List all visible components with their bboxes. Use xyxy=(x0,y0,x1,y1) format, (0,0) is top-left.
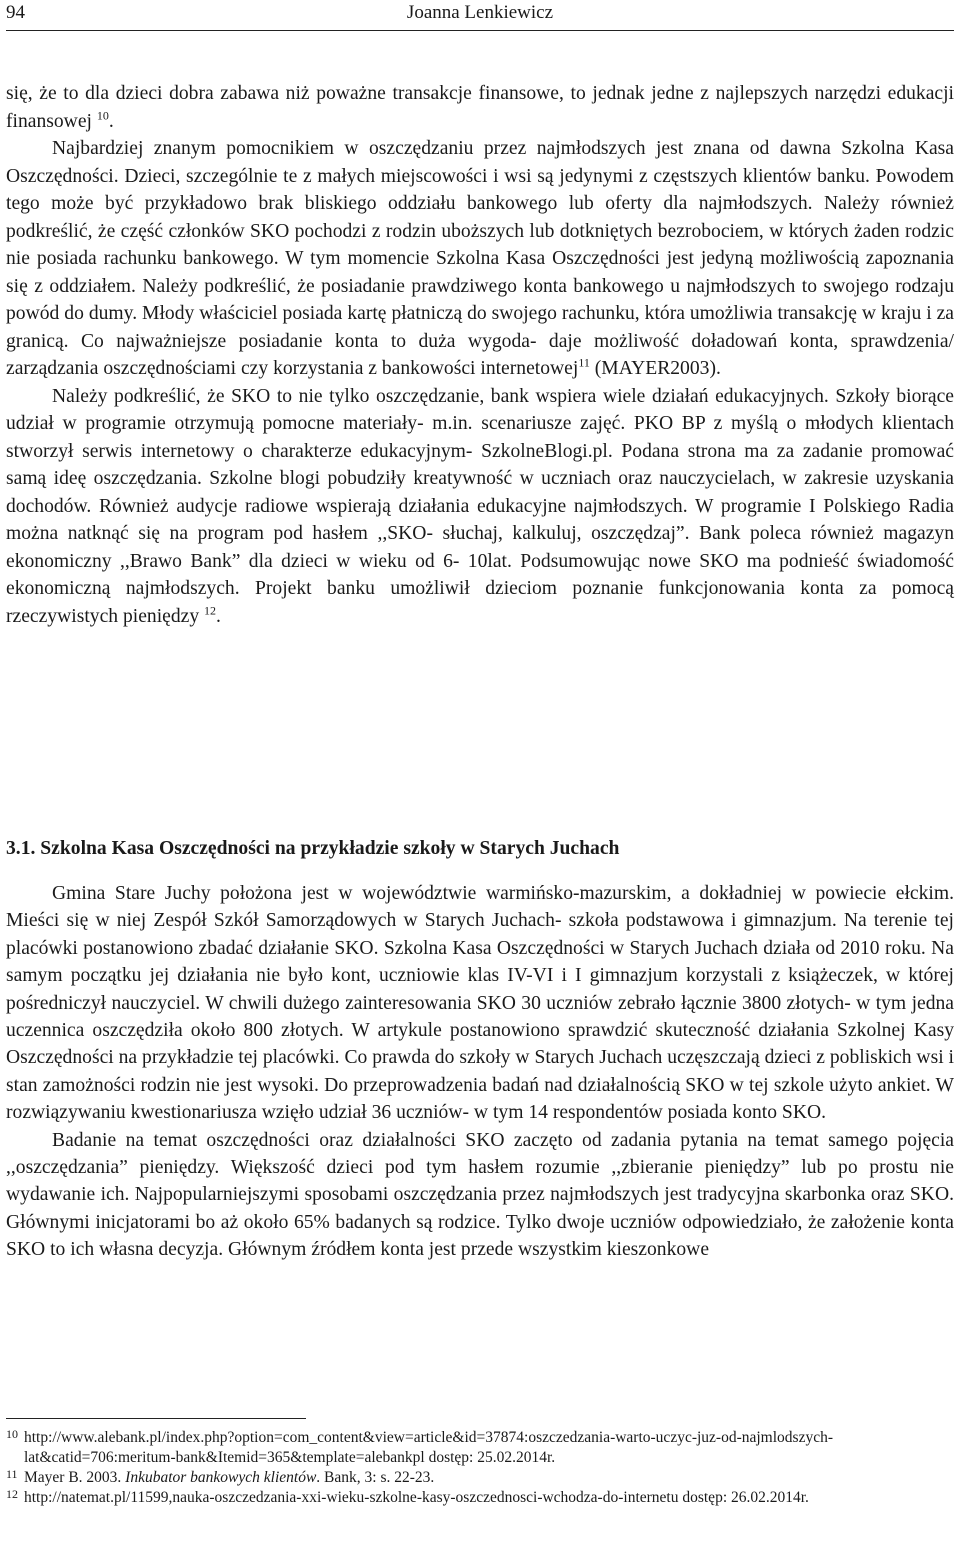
paragraph-text: Najbardziej znanym pomocnikiem w oszczędzaniu przez najmłodszych jest znana od dawna Szkolna Kasa Oszczędności. Dzieci, szczególnie te z małych miejscowości i wsi są jedynymi z częstszych klientów banku. Powodem tego może być przykładowo brak bliskiego oddziału bankowego lub oferty dla najmłodszych. Należy również podkreślić, że część członków SKO pochodzi z rodzin uboższych lub dotkniętych bezrobociem, w których żaden rodzic nie posiada rachunku bankowego. W tym momencie Szkolna Kasa Oszczędności jest jedyną możliwością zapoznania się z oddziałem. Należy podkreślić, że posiadanie prawdziwego konta bankowego u najmłodszych to swojego rodzaju powód do dumy. Młody właściciel posiada kartę płatniczą do swojego rachunku, która umożliwia transakcję w kraju i za granicą. Co najważniejsze posiadanie konta to duża wygoda- daje możliwość doładowań konta, sprawdzenia/ zarządzania oszczędnościami czy korzystania z bankowości internetowej xyxy=(6,138,954,379)
page-header xyxy=(6,0,954,31)
footnote-ref-12[interactable]: 12 xyxy=(204,602,217,617)
footnote-ref-11[interactable]: 11 xyxy=(578,355,590,370)
paragraph: Badanie na temat oszczędności oraz działalności SKO zaczęto od zadania pytania na temat samego pojęcia ,,oszczędzania” pieniędzy. Większość dzieci pod tym hasłem rozumie ,,zbieranie pieniędzy” lub po prostu nie wydawanie ich. Najpopularniejszymi sposobami oszczędzania przez najmłodszych jest tradycyjna skarbonka oraz SKO. Głównymi inicjatorami bo aż około 65% badanych są rodzice. Tylko dwoje uczniów odpowiedziało, że założenie konta SKO to ich własna decyzja. Głównym źródłem konta jest przede wszystkim kieszonkowe xyxy=(6,1129,954,1261)
section-heading: 3.1. Szkolna Kasa Oszczędności na przykładzie szkoły w Starych Juchach xyxy=(6,838,620,859)
footnote-cited-title: Inkubator bankowych klientów xyxy=(125,1469,317,1486)
footnote-link[interactable]: http://www.alebank.pl/index.php?option=com_content&view=article&id=37874:oszczedzania-warto-uczyc-juz-od-najmlodszych-lat&catid=706:meritum-bank&Itemid=365&template=alebankpl dostęp: 25.02.2014r. xyxy=(24,1429,833,1466)
paragraph xyxy=(6,80,954,135)
paragraph-text: . xyxy=(216,605,221,627)
footnotes xyxy=(6,1428,954,1508)
footnote-number: 10 xyxy=(6,1427,18,1441)
running-title: Joanna Lenkiewicz xyxy=(406,2,554,23)
page-number: 94 xyxy=(6,2,25,23)
footnote-11 xyxy=(6,1468,954,1488)
paragraph-text: (MAYER2003). xyxy=(589,358,721,379)
footnote-divider xyxy=(6,1418,306,1419)
paragraph xyxy=(6,383,954,631)
footnote-text: . Bank, 3: s. 22-23. xyxy=(316,1469,435,1486)
footnote-ref-10[interactable]: 10 xyxy=(96,107,109,122)
paragraph-text: się, że to dla dzieci dobra zabawa niż poważne transakcje finansowe, to jednak jedne z najlepszych narzędzi edukacji finansowej xyxy=(6,83,954,132)
main-text xyxy=(6,80,954,630)
paragraph: Gmina Stare Juchy położona jest w województwie warmińsko-mazurskim, a dokładniej w powiecie ełckim. Mieści się w niej Zespół Szkół Samorządowych w Starych Juchach- szkoła podstawowa i gimnazjum. Na terenie tej placówki postanowiono zbadać działanie SKO. Szkolna Kasa Oszczędności w Starych Juchach działa od 2010 roku. Na samym początku jej działania nie było kont, uczniowie klas IV-VI i I gimnazjum korzystali z książeczek, w której pośredniczył nauczyciel. W chwili dużego zainteresowania SKO 30 uczniów zebrało łącznie 3800 złotych- w tym jedna uczennica oszczędziła około 800 złotych. W artykule postanowiono sprawdzić skuteczność działania Szkolnej Kasy Oszczędności na przykładzie tej placówki. Co prawda do szkoły w Starych Juchach uczęszczają dzieci z pobliskich wsi i stan zamożności rodzin nie jest wysoki. Do przeprowadzenia badań nad działalnością SKO w tej szkole użyto ankiet. W rozwiązywaniu kwestionariusza wzięło udział 36 uczniów- w tym 14 respondentów posiada konto SKO. xyxy=(6,883,954,1124)
footnote-text: Mayer B. 2003. xyxy=(24,1469,126,1486)
footnote-number: 12 xyxy=(6,1487,18,1501)
footnote-12 xyxy=(6,1488,954,1508)
paragraph xyxy=(6,135,954,383)
footnote-10 xyxy=(6,1428,954,1468)
paragraph-text: Należy podkreślić, że SKO to nie tylko oszczędzanie, bank wspiera wiele działań edukacyjnych. Szkoły biorące udział w programie otrzymują pomocne materiały- m.in. scenariusze zajęć. PKO BP z myślą o młodych klientach stworzył serwis internetowy o charakterze edukacyjnym- SzkolneBlogi.pl. Podana strona ma za zadanie promować samą ideę oszczędzania. Szkolne blogi pobudziły kreatywność w uczniach oraz nauczycielach, w zakresie uzyskania dochodów. Również audycje radiowe wspierają działania edukacyjne najmłodszych. W programie I Polskiego Radia można natknąć się na program pod hasłem ,,SKO- słuchaj, kalkuluj, oszczędzaj”. Bank poleca również magazyn ekonomiczny ,,Brawo Bank” dla dzieci w wieku od 6- 10lat. Podsumowując nowe SKO ma podnieść świadomość ekonomiczną najmłodszych. Projekt banku umożliwił dzieciom poznanie funkcjonowania konta za pomocą rzeczywistych pieniędzy xyxy=(6,385,954,627)
footnote-number: 11 xyxy=(6,1467,18,1481)
footnote-link[interactable]: http://natemat.pl/11599,nauka-oszczedzania-xxi-wieku-szkolne-kasy-oszczednosci-wchodza-do-internetu dostęp: 26.02.2014r. xyxy=(24,1489,809,1506)
document-page xyxy=(6,0,954,1506)
section-text xyxy=(6,880,954,1264)
paragraph-text: . xyxy=(108,110,114,132)
